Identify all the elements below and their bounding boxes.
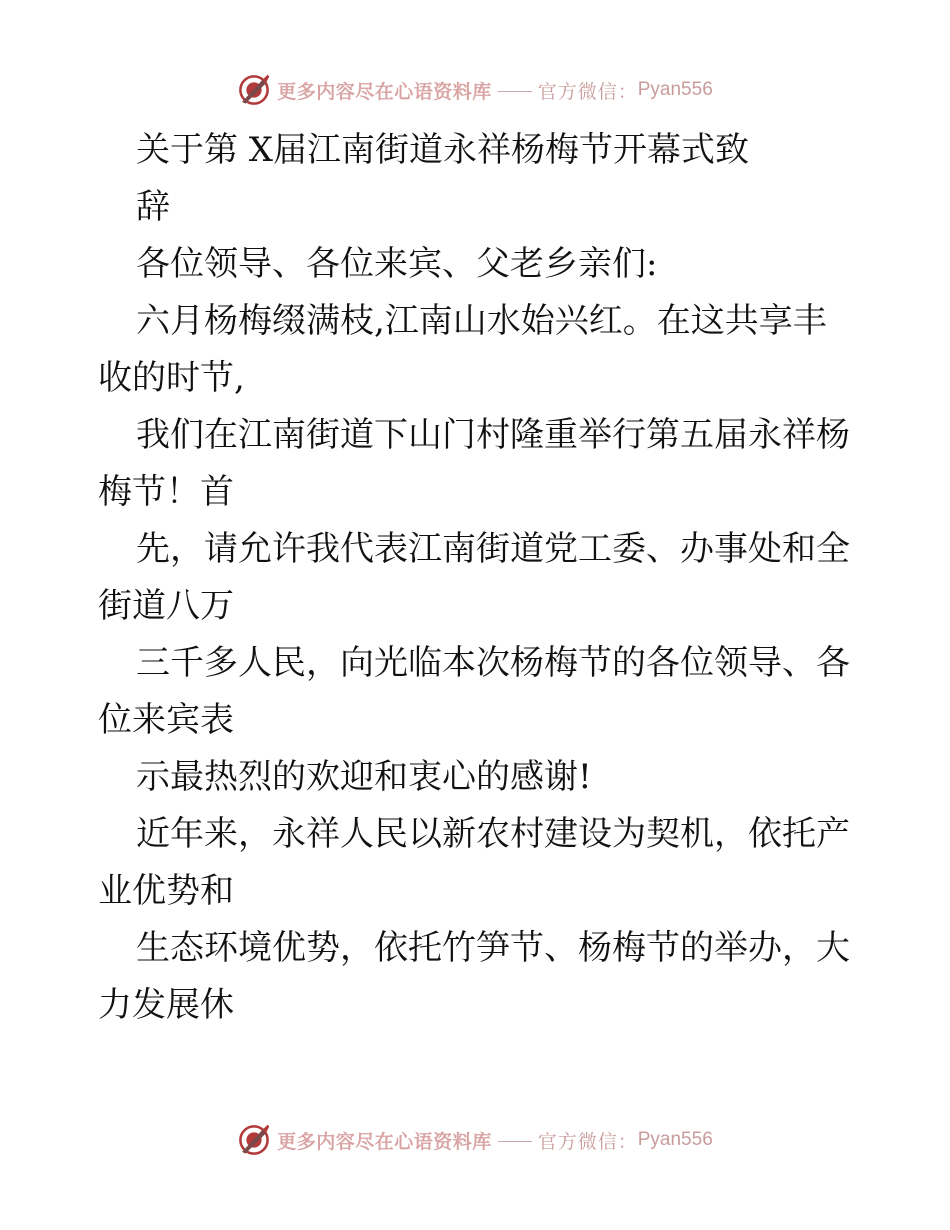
- quill-logo-icon: [237, 1123, 271, 1157]
- watermark-official-label: 官方微信：: [537, 80, 638, 103]
- header-watermark: [0, 70, 950, 110]
- document-line: 收的时节,: [98, 358, 245, 398]
- footer-watermark: [0, 1120, 950, 1160]
- document-line: 辞: [136, 187, 170, 227]
- document-line: 先，请允许我代表江南街道党工委、办事处和全: [136, 529, 850, 569]
- watermark-wechat-id: Pyan556: [637, 1129, 713, 1150]
- document-line: 业优势和: [98, 871, 234, 911]
- watermark-wechat-id: Pyan556: [637, 79, 713, 100]
- document-line: 六月杨梅缀满枝,江南山水始兴红。在这共享丰: [136, 301, 827, 341]
- document-line: 示最热烈的欢迎和衷心的感谢!: [136, 757, 592, 797]
- quill-logo-icon: [237, 73, 271, 107]
- document-line: 近年来，永祥人民以新农村建设为契机，依托产: [136, 814, 850, 854]
- document-line: 生态环境优势，依托竹笋节、杨梅节的举办，大: [136, 928, 850, 968]
- document-line: 我们在江南街道下山门村隆重举行第五届永祥杨: [136, 415, 850, 455]
- watermark-brand-text: 更多内容尽在心语资料库: [277, 1130, 492, 1153]
- document-line: 位来宾表: [98, 700, 234, 740]
- document-line: 关于第 X届江南街道永祥杨梅节开幕式致: [136, 130, 750, 170]
- document-body: [98, 122, 858, 1034]
- watermark-dash: [498, 1141, 532, 1142]
- document-line: 各位领导、各位来宾、父老乡亲们:: [136, 244, 658, 284]
- watermark-official-label: 官方微信：: [537, 1130, 638, 1153]
- document-line: 三千多人民，向光临本次杨梅节的各位领导、各: [136, 643, 850, 683]
- document-line: 梅节！首: [98, 472, 234, 512]
- document-line: 力发展休: [98, 985, 234, 1025]
- watermark-dash: [498, 91, 532, 92]
- document-line: 街道八万: [98, 586, 234, 626]
- watermark-brand-text: 更多内容尽在心语资料库: [277, 80, 492, 103]
